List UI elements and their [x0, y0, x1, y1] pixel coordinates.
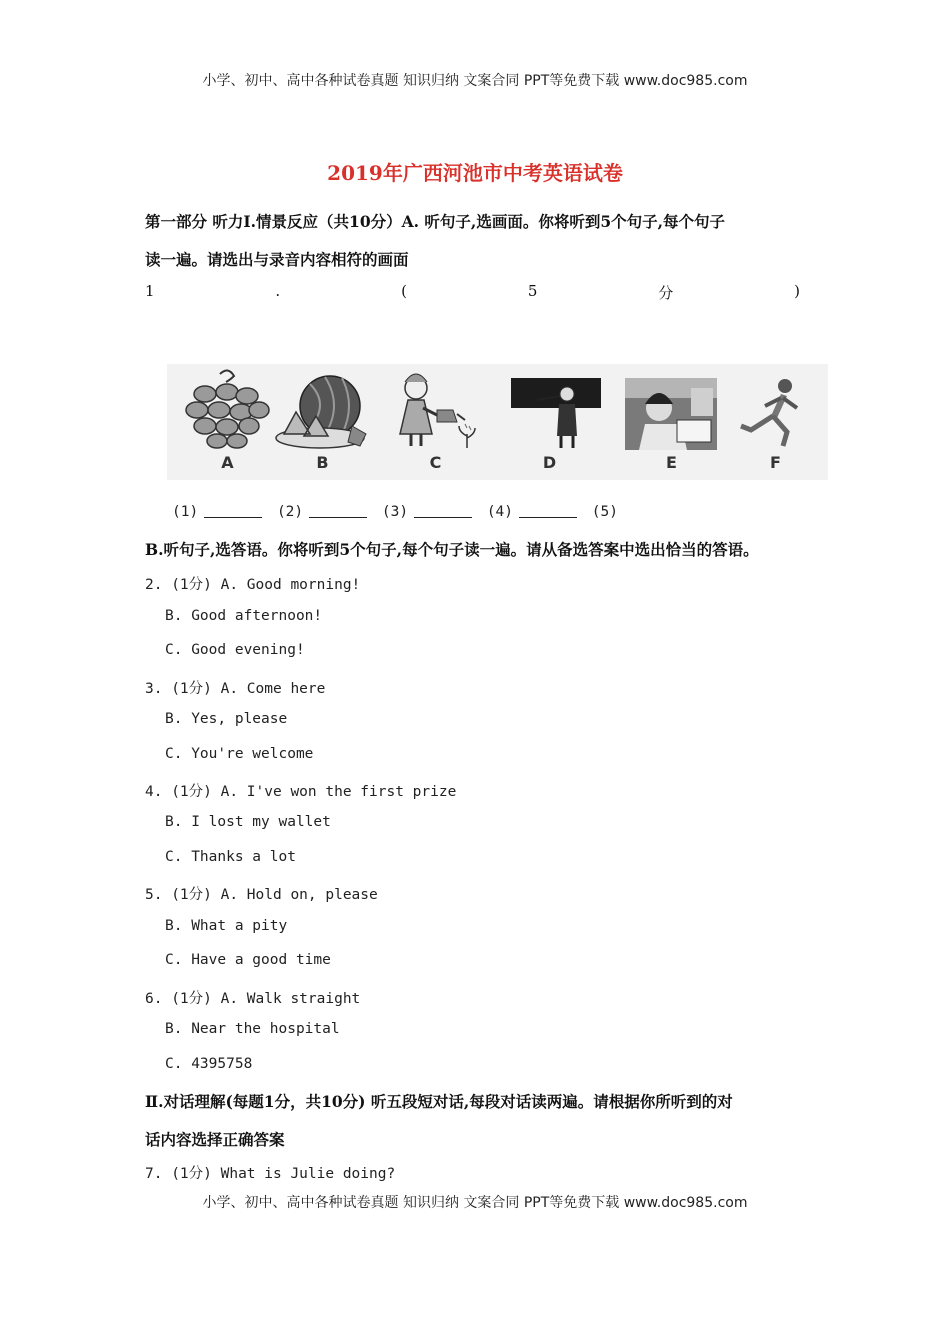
picture-options-strip [167, 364, 828, 480]
picture-f [723, 364, 828, 480]
picture-b [270, 364, 375, 480]
picture-b-label: B [316, 453, 329, 472]
q1-dot: . [275, 282, 281, 300]
picture-c [383, 364, 488, 480]
question-5-stem: 5. (1分) A. Hold on, please [145, 887, 378, 903]
question-2-stem: 2. (1分) A. Good morning! [145, 577, 361, 593]
blank-4-label: (4) [486, 504, 514, 520]
q1-close-paren: ) [794, 282, 800, 300]
watermelon-icon [270, 364, 375, 452]
part2-instruction-line2: 话内容选择正确答案 [145, 1130, 285, 1149]
question-4-option-c: C. Thanks a lot [165, 849, 296, 865]
blank-3-label: (3) [381, 504, 409, 520]
question-6-stem: 6. (1分) A. Walk straight [145, 991, 361, 1007]
picture-e-label: E [666, 453, 677, 472]
question-4-stem: 4. (1分) A. I've won the first prize [145, 784, 457, 800]
girl-reading-photo-icon [619, 364, 724, 452]
teacher-blackboard-icon [497, 364, 602, 452]
question-1-line [145, 282, 800, 303]
picture-a-label: A [221, 453, 234, 472]
question-3-option-b: B. Yes, please [165, 711, 288, 727]
picture-e [619, 364, 724, 480]
question-4-option-b: B. I lost my wallet [165, 814, 331, 830]
question-3-option-c: C. You're welcome [165, 746, 314, 762]
blank-2-label: (2) [276, 504, 304, 520]
blank-5-label: (5) [591, 504, 618, 520]
picture-d-label: D [542, 453, 557, 472]
picture-c-label: C [429, 453, 442, 472]
picture-f-label: F [770, 453, 781, 472]
question-7-stem: 7. (1分) What is Julie doing? [145, 1166, 396, 1182]
answer-blanks-row [172, 503, 618, 520]
part1-instruction-line1: 第一部分 听力Ⅰ.情景反应（共10分）A. 听句子,选画面。你将听到5个句子,每个句子 [145, 212, 726, 231]
q1-open-paren: ( [401, 282, 407, 300]
grapes-icon [175, 364, 280, 452]
blank-1-label: (1) [172, 504, 199, 520]
partB-instruction: B.听句子,选答语。你将听到5个句子,每个句子读一遍。请从备选答案中选出恰当的答语。 [145, 540, 759, 559]
girl-watering-plant-icon [383, 364, 488, 452]
blank-1-field[interactable] [204, 503, 262, 518]
running-man-icon [723, 364, 828, 452]
picture-a [175, 364, 280, 480]
question-5-option-b: B. What a pity [165, 918, 288, 934]
question-2-option-c: C. Good evening! [165, 642, 305, 658]
question-6-option-b: B. Near the hospital [165, 1021, 340, 1037]
blank-2-field[interactable] [309, 503, 367, 518]
part1-instruction-line2: 读一遍。请选出与录音内容相符的画面 [145, 250, 409, 269]
picture-d [497, 364, 602, 480]
question-6-option-c: C. 4395758 [165, 1056, 253, 1072]
page-header: 小学、初中、高中各种试卷真题 知识归纳 文案合同 PPT等免费下载 www.doc985.com [202, 73, 748, 89]
question-5-option-c: C. Have a good time [165, 952, 331, 968]
blank-4-field[interactable] [519, 503, 577, 518]
question-2-option-b: B. Good afternoon! [165, 608, 323, 624]
question-3-stem: 3. (1分) A. Come here [145, 681, 326, 697]
q1-number: 1 [145, 282, 155, 300]
part2-instruction-line1: Ⅱ.对话理解(每题1分，共10分) 听五段短对话,每段对话读两遍。请根据你所听到的对 [145, 1092, 733, 1111]
q1-unit: 分 [658, 284, 674, 302]
page-title: 2019年广西河池市中考英语试卷 [327, 161, 623, 185]
page-footer: 小学、初中、高中各种试卷真题 知识归纳 文案合同 PPT等免费下载 www.doc985.com [202, 1195, 748, 1211]
blank-3-field[interactable] [414, 503, 472, 518]
q1-score: 5 [527, 282, 538, 300]
